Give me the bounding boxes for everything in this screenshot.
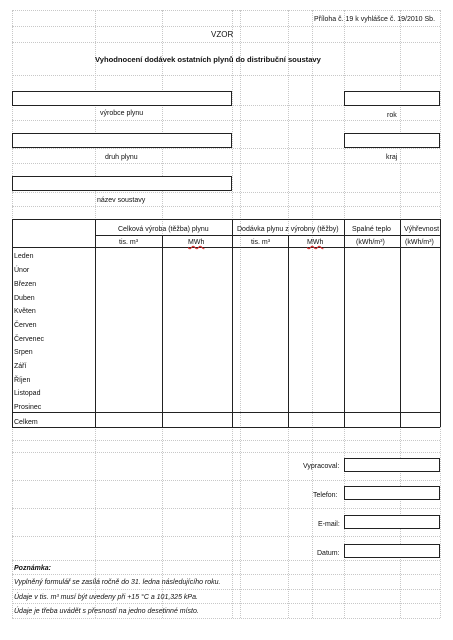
unit-mwh-production: MWh [188, 239, 205, 246]
phone-input[interactable] [344, 486, 440, 500]
region-input[interactable] [344, 133, 440, 148]
unit-kwh-m3-net: (kWh/m³) [405, 239, 434, 246]
month-row-label: Leden [14, 253, 34, 260]
header-calorific-value: Výhřevnost [404, 226, 440, 233]
notes-heading: Poznámka: [14, 565, 51, 572]
system-name-label: název soustavy [97, 197, 146, 204]
email-label: E-mail: [318, 521, 340, 528]
unit-mwh-delivery: MWh [307, 239, 324, 246]
total-row-label: Celkem [14, 419, 38, 426]
month-row-label: Duben [14, 295, 35, 302]
unit-tis-m3-delivery: tis. m³ [251, 239, 271, 246]
header-total-production: Celková výroba (těžba) plynu [118, 226, 209, 233]
phone-label: Telefon: [313, 492, 338, 499]
annex-note: Příloha č. 19 k vyhlášce č. 19/2010 Sb. [314, 16, 436, 23]
date-label: Datum: [317, 550, 340, 557]
note-line: Vyplněný formulář se zasílá ročně do 31. ledna následujícího roku. [14, 579, 221, 586]
email-input[interactable] [344, 515, 440, 529]
month-row-label: Únor [14, 267, 30, 274]
unit-kwh-m3-gross: (kWh/m³) [356, 239, 385, 246]
month-row-label: Červenec [14, 336, 44, 343]
date-input[interactable] [344, 544, 440, 558]
month-row-label: Listopad [14, 390, 41, 397]
header-delivery-from-production: Dodávka plynu z výrobny (těžby) [237, 226, 339, 233]
note-line: Údaje je třeba uvádět s přesností na jedno desetinné místo. [14, 608, 199, 615]
month-row-label: Prosinec [14, 404, 42, 411]
month-row-label: Říjen [14, 377, 31, 384]
prepared-by-label: Vypracoval: [303, 463, 340, 470]
page-title: Vyhodnocení dodávek ostatních plynů do distribuční soustavy [95, 55, 321, 64]
month-row-label: Květen [14, 308, 36, 315]
unit-tis-m3-production: tis. m³ [119, 239, 139, 246]
month-row-label: Září [14, 363, 27, 370]
year-label: rok [387, 112, 397, 119]
sample-label: VZOR [211, 30, 234, 39]
month-row-label: Srpen [14, 349, 33, 356]
region-label: kraj [386, 154, 398, 161]
year-input[interactable] [344, 91, 440, 106]
producer-label: výrobce plynu [100, 110, 144, 117]
header-gross-calorific: Spalné teplo [352, 226, 391, 233]
note-line: Údaje v tis. m³ musí být uvedeny při +15 °C a 101,325 kPa. [14, 594, 198, 601]
month-row-label: Červen [14, 322, 37, 329]
producer-input[interactable] [12, 91, 232, 106]
gas-type-label: druh plynu [105, 154, 138, 161]
prepared-by-input[interactable] [344, 458, 440, 472]
month-row-label: Březen [14, 281, 37, 288]
system-name-input[interactable] [12, 176, 232, 191]
gas-type-input[interactable] [12, 133, 232, 148]
